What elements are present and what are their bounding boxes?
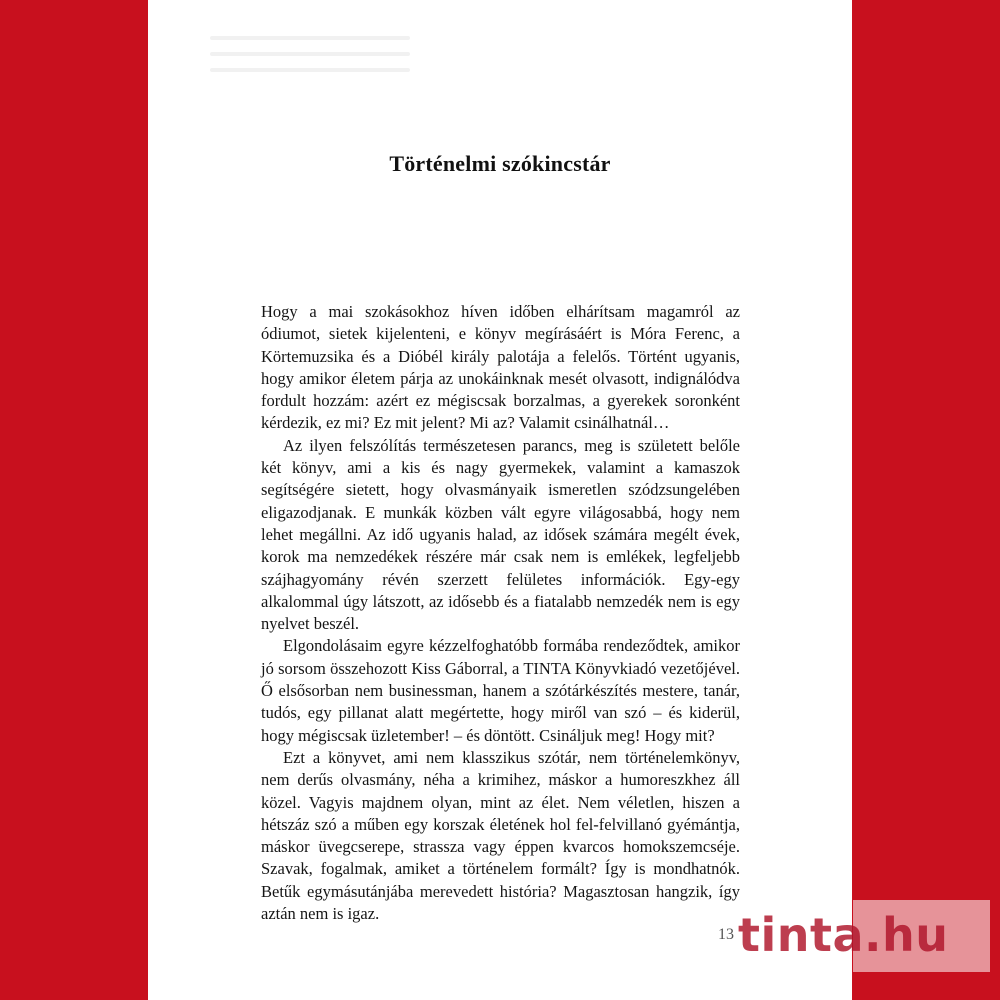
watermark-logo: tinta.hu: [738, 908, 949, 962]
bleed-through-line: [210, 36, 410, 40]
page-title: Történelmi szókincstár: [389, 150, 611, 176]
bleed-through-line: [210, 52, 410, 56]
paragraph: Az ilyen felszólítás természetesen parancs, meg is született belőle két könyv, ami a kis és nagy gyermekek, valamint a kamaszok segítségére sietett, hogy olvasmányaik ismeretlen szódzsungelében eligazodjanak. E munkák közben vált egyre világosabbá, hogy nem lehet megállni. Az idő ugyanis halad, az idősek számára megélt évek, korok ma nemzedékek részére már csak nem is emlékek, legfeljebb szájhagyomány révén szerzett felületes információk. Egy-egy alkalommal úgy látszott, az idősebb és a fiatalabb nemzedék nem is egy nyelvet beszél.: [261, 435, 740, 634]
paragraph: Elgondolásaim egyre kézzelfoghatóbb formába rendeződtek, amikor jó sorsom összehozott Kiss Gáborral, a TINTA Könyvkiadó vezetőjével. Ő elsősorban nem businessman, hanem a szótárkészítés mestere, tanár, tudós, egy pillanat alatt megértette, hogy miről van szó – és kiderül, hogy mégiscsak üzletember! – és döntött. Csináljuk meg! Hogy mit?: [261, 636, 740, 745]
page-number: 13: [718, 926, 734, 943]
body-text: [261, 301, 740, 925]
bleed-through-line: [210, 68, 410, 72]
paragraph: Hogy a mai szokásokhoz híven időben elhárítsam magamról az ódiumot, sietek kijelenteni, e könyv megírásáért is Móra Ferenc, a Körtemuzsika és a Dióbél király palotája a felelős. Történt ugyanis, hogy amikor életem párja az unokáinknak mesét olvasott, indignálódva fordult hozzám: azért ez mégiscsak borzalmas, a gyerekek soronként kérdezik, ez mi? Ez mit jelent? Mi az? Valamit csinálhatnál…: [261, 302, 740, 433]
paragraph: Ezt a könyvet, ami nem klasszikus szótár, nem történelemkönyv, nem derűs olvasmány, néha a krimihez, máskor a humoreszkhez áll közel. Vagyis majdnem olyan, mint az élet. Nem véletlen, hiszen a hétszáz szó a műben egy korszak életének hol fel-felvillanó gyémántja, máskor üvegcserepe, strassza vagy éppen kvarcos homokszemcséje. Szavak, fogalmak, amiket a történelem formált? Így is mondhatnók. Betűk egymásutánjába merevedett história? Magasztosan hangzik, így aztán nem is igaz.: [261, 747, 740, 924]
